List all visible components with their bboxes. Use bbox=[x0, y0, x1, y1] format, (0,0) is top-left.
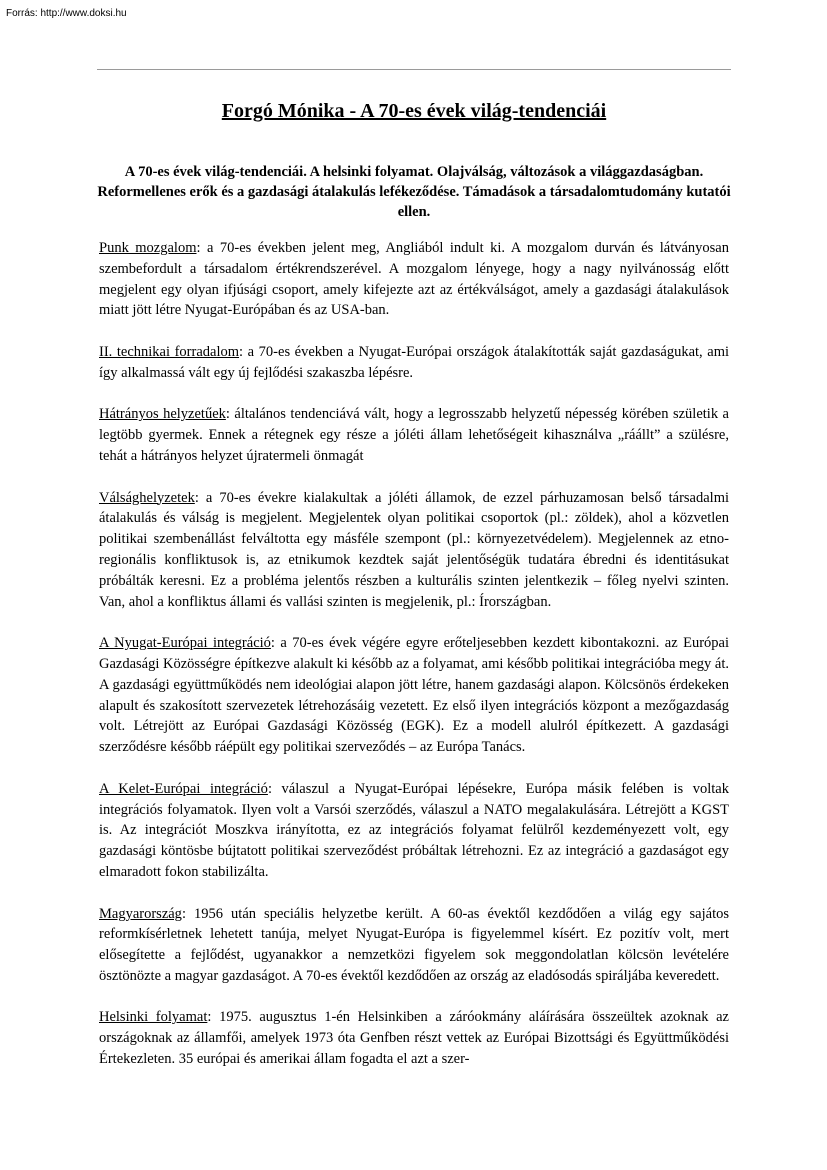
paragraph-text: : a 70-es évekre kialakultak a jóléti államok, de ezzel párhuzamosan belső társadalmi átalakulás és válság is megjelent. Megjelentek olyan politikai csoportok (pl.: zöldek), ahol a közvetlen politikai szembenállást felváltotta egy másféle szempont (pl.: környezetvédelem). Megjelennek az etno-regionális konfliktusok is, az etnikumok kezdtek saját jelentőségük tudatára ébredni és identitásukat próbálták keresni. Ez a probléma jelentős részben a kulturális szinten jelentkezik – főleg nyelvi szinten. Van, ahol a konfliktus állami és vallási szinten is megjelenik, pl.: Írországban. bbox=[99, 489, 729, 610]
header-divider bbox=[97, 69, 731, 70]
paragraph-text: : 1975. augusztus 1-én Helsinkiben a záróokmány aláírására összeültek azoknak az országoknak az államfői, amelyek 1973 óta Genfben részt vettek az Európai Bizottsági és Együttműködési Értekezleten. 35 európai és amerikai állam fogadta el azt a szer- bbox=[99, 1009, 729, 1068]
paragraph-term: Hátrányos helyzetűek bbox=[99, 406, 226, 423]
document-body bbox=[99, 238, 729, 1091]
paragraph-term: A Nyugat-Európai integráció bbox=[99, 635, 271, 652]
document-title: Forgó Mónika - A 70-es évek világ-tendenciái bbox=[221, 100, 607, 122]
paragraph-term: Válsághelyzetek bbox=[99, 489, 195, 506]
paragraph-term: Magyarország bbox=[99, 905, 182, 922]
paragraph-crisis bbox=[99, 488, 729, 613]
paragraph-punk bbox=[99, 238, 729, 321]
source-label: Forrás: http://www.doksi.hu bbox=[6, 8, 127, 19]
paragraph-text: : a 70-es évek végére egyre erőteljesebben kezdett kibontakozni. az Európai Gazdasági Közösségre építkezve alakult ki később az a folyamat, ami később politikai integrációba megy át. A gazdasági együttműködés nem ideológiai alapon jött létre, hanem gazdasági alapon. Kölcsönös érdekeken alapult és szakosított szervezetek létrehozásáig vezetett. Ez első ilyen integrációs központ a mezőgazdaság volt. Létrejött az Európai Gazdasági Közösség (EGK). Ez a modell alulról építkezett. A gazdasági szerződésre később ráépült egy politikai szerveződés – az Európa Tanács. bbox=[99, 635, 729, 756]
paragraph-text: : a 70-es években a Nyugat-Európai országok átalakították saját gazdaságukat, ami így alkalmassá vált egy új fejlődési szakaszba lépésre. bbox=[99, 343, 730, 381]
paragraph-text: : válaszul a Nyugat-Európai lépésekre, Európa másik felében is voltak integrációs folyamatok. Ilyen volt a Varsói szerződés, válaszul a NATO megalakulására. Létrejött a KGST is. Az integrációt Moszkva irányította, ez az integrációs folyamat felülről kezdeményezett volt, egy gazdasági köntösbe bújtatott politikai szerveződést próbáltak létrehozni. Ez az integráció a gazdaságot egy elmaradott fokon stabilizálta. bbox=[99, 780, 729, 880]
paragraph-term: II. technikai forradalom bbox=[99, 343, 240, 360]
paragraph-eastern-integration bbox=[99, 779, 729, 883]
paragraph-term: A Kelet-Európai integráció bbox=[99, 780, 268, 797]
paragraph-text: : a 70-es években jelent meg, Angliából indult ki. A mozgalom durván és látványosan szembefordult a társadalom értékrendszerével. A mozgalom lényege, hogy a nagy nyilvánosság előtt megjelent egy olyan ifjúsági csoport, amely kifejezte azt az értékválságot, amely a gazdasági átalakulások miatt jött létre Nyugat-Európában és az USA-ban. bbox=[99, 240, 729, 319]
paragraph-disadvantaged bbox=[99, 404, 729, 466]
paragraph-term: Helsinki folyamat bbox=[99, 1009, 208, 1026]
paragraph-term: Punk mozgalom bbox=[99, 240, 197, 256]
paragraph-helsinki bbox=[99, 1007, 729, 1069]
paragraph-text: : 1956 után speciális helyzetbe került. A 60-as évektől kezdődően a világ egy sajátos reformkísérletnek lehetett tanúja, melyet Nyugat-Európa is figyelemmel kísért. Ez pozitív volt, mert elősegítette a fejlődést, ugyanakkor a nemzetközi figyelem sok meggondolatlan kölcsön levételére ösztönözte a magyar gazdaságot. A 70-es évektől kezdődően az ország az eladósodás spiráljába keveredett. bbox=[99, 905, 729, 984]
paragraph-technical-revolution bbox=[99, 342, 729, 384]
paragraph-text: : általános tendenciává vált, hogy a legrosszabb helyzetű népesség körében születik a legtöbb gyermek. Ennek a rétegnek egy része a jóléti állam lehetőségeit kihasználva „ráállt” a szülésre, tehát a hátrányos helyzet újratermeli önmagát bbox=[99, 406, 729, 464]
paragraph-hungary bbox=[99, 904, 729, 987]
document-subtitle: A 70-es évek világ-tendenciái. A helsinki folyamat. Olajválság, változások a világgazdaságban. Reformellenes erők és a gazdasági átalakulás lefékeződése. Támadások a társadalomtudomány kutatói ellen. bbox=[97, 164, 731, 220]
paragraph-western-integration bbox=[99, 633, 729, 758]
